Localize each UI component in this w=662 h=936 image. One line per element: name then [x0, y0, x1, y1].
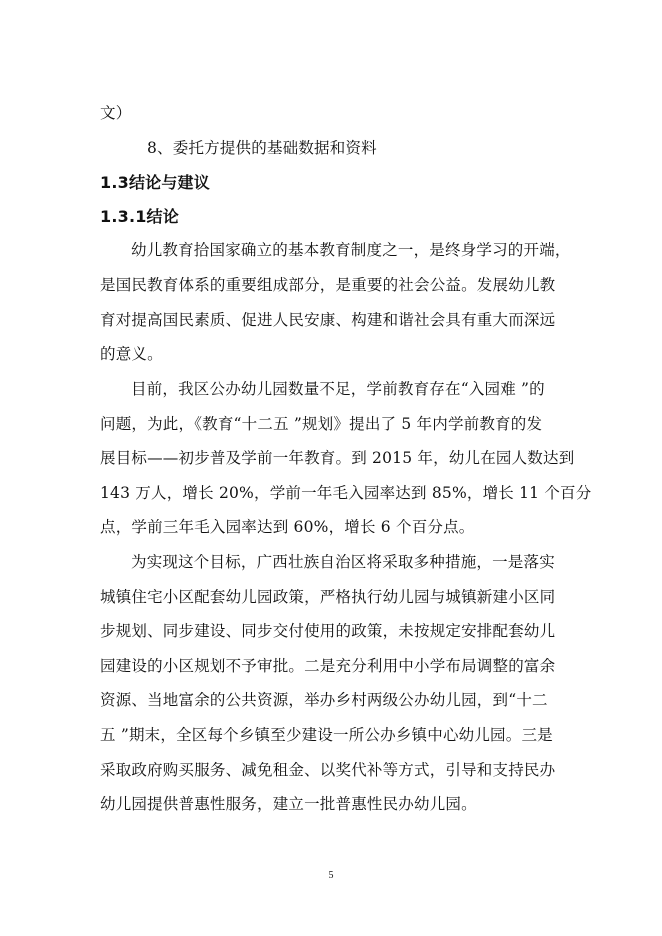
paragraph-line: 幼儿园提供普惠性服务，建立一批普惠性民办幼儿园。 — [100, 795, 477, 813]
paragraph-line: 育对提高国民素质、促进人民安康、构建和谐社会具有重大而深远 — [100, 311, 556, 329]
paragraph-line: 为实现这个目标，广西壮族自治区将采取多种措施，一是落实 — [131, 553, 555, 571]
paragraph-line: 点，学前三年毛入园率达到 60%，增长 6 个百分点。 — [100, 518, 475, 536]
subsection-heading: 1.3.1结论 — [100, 207, 179, 226]
continuation-text: 文） — [100, 104, 132, 122]
paragraph-line: 目前，我区公办幼儿园数量不足，学前教育存在“入园难 ”的 — [131, 380, 545, 398]
paragraph-line: 是国民教育体系的重要组成部分，是重要的社会公益。发展幼儿教 — [100, 276, 556, 294]
paragraph-line: 五 ”期末，全区每个乡镇至少建设一所公办乡镇中心幼儿园。三是 — [100, 726, 553, 744]
page-number: 5 — [328, 870, 334, 881]
section-heading: 1.3结论与建议 — [100, 173, 210, 192]
paragraph-line: 的意义。 — [100, 345, 163, 363]
list-item-8: 8、委托方提供的基础数据和资料 — [147, 139, 377, 157]
paragraph-line: 资源、当地富余的公共资源，举办乡村两级公办幼儿园，到“十二 — [100, 691, 548, 709]
paragraph-line: 幼儿教育拾国家确立的基本教育制度之一，是终身学习的开端， — [131, 241, 571, 259]
paragraph-line: 采取政府购买服务、减免租金、以奖代补等方式，引导和支持民办 — [100, 761, 556, 779]
paragraph-line: 步规划、同步建设、同步交付使用的政策，未按规定安排配套幼儿 — [100, 622, 556, 640]
paragraph-line: 143 万人，增长 20%，学前一年毛入园率达到 85%，增长 11 个百分 — [100, 484, 592, 502]
paragraph-line: 展目标——初步普及学前一年教育。到 2015 年，幼儿在园人数达到 — [100, 449, 575, 467]
paragraph-line: 问题，为此，《教育“十二五 ”规划》提出了 5 年内学前教育的发 — [100, 415, 543, 433]
paragraph-line: 城镇住宅小区配套幼儿园政策，严格执行幼儿园与城镇新建小区同 — [100, 588, 556, 606]
paragraph-line: 园建设的小区规划不予审批。二是充分利用中小学布局调整的富余 — [100, 657, 556, 675]
